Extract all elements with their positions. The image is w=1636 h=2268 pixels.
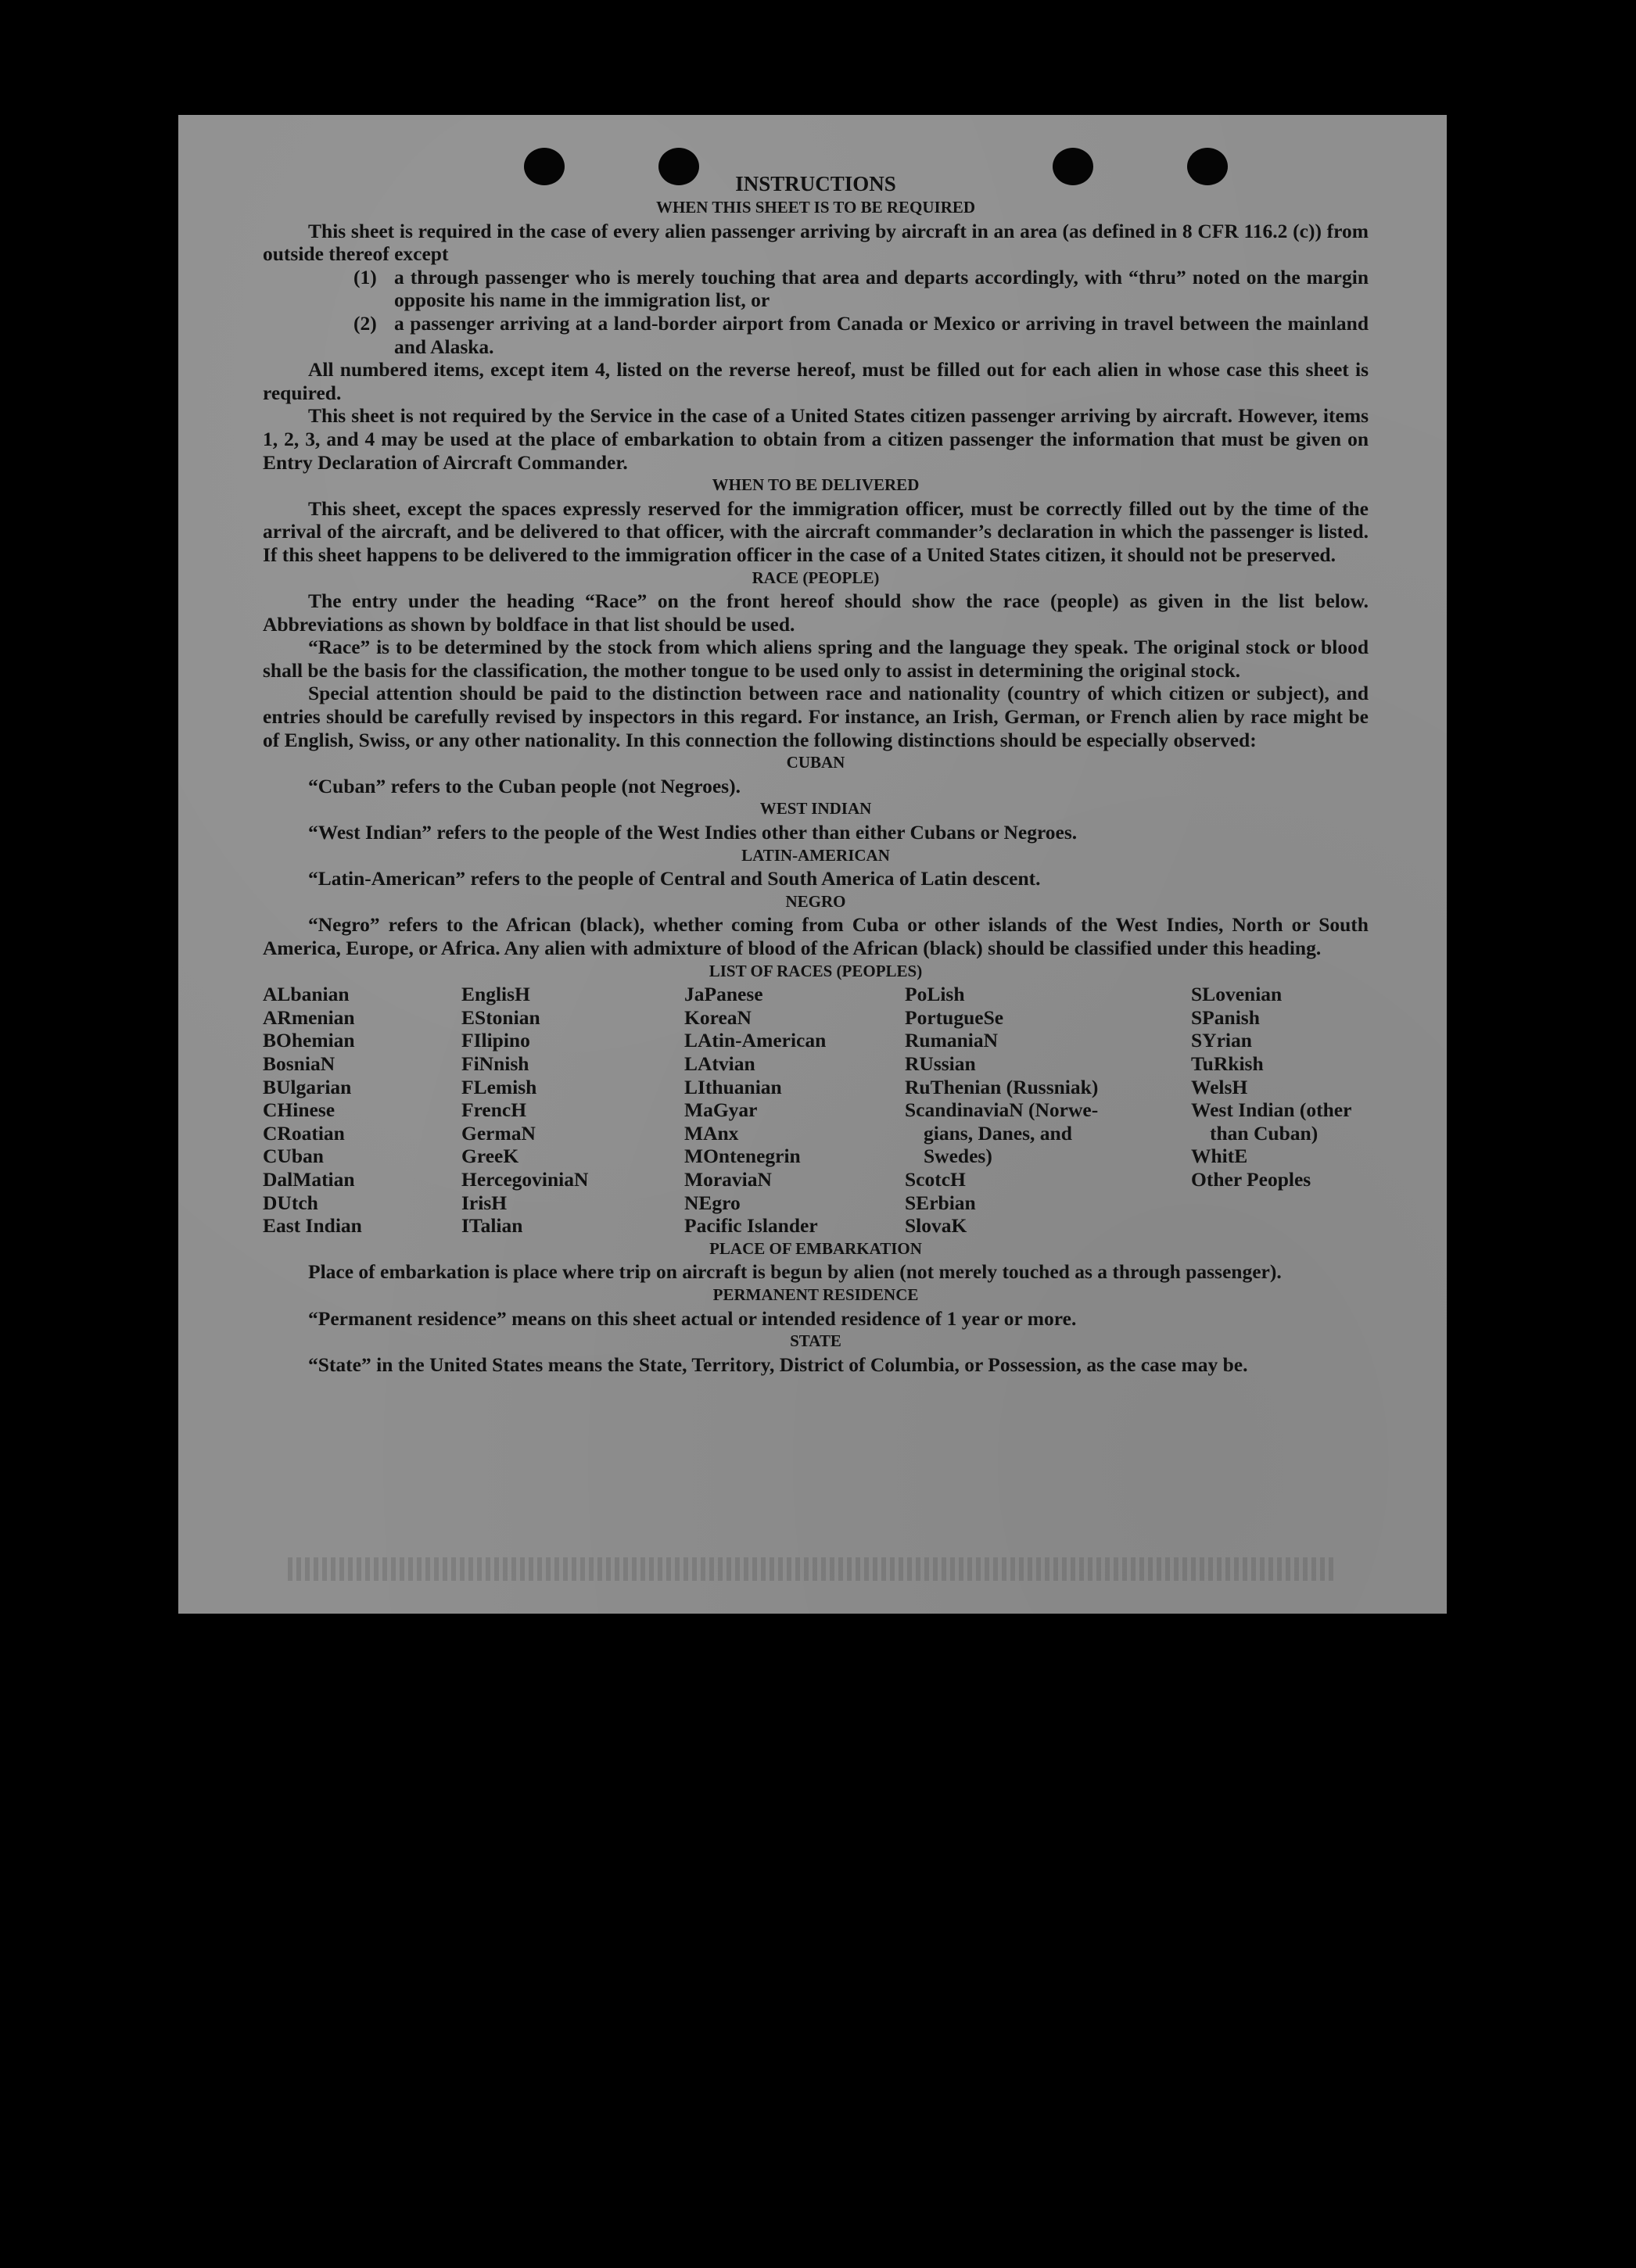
race-entry: SPanish: [1191, 1005, 1260, 1029]
race-entry: SLovenian: [1191, 983, 1283, 1006]
item-number: (2): [353, 311, 377, 335]
races-column-2: [461, 983, 684, 1238]
heading-latin-american: LATIN-AMERICAN: [741, 845, 890, 865]
race-entry: SErbian: [905, 1191, 976, 1214]
heading-cuban: CUBAN: [786, 753, 845, 772]
heading-permanent-residence: PERMANENT RESIDENCE: [712, 1284, 919, 1304]
race-entry: FrencH: [461, 1098, 527, 1122]
document-sheet: [178, 115, 1447, 1614]
race-entry: EStonian: [461, 1005, 540, 1029]
race-entry: LAtvian: [684, 1052, 755, 1075]
race-entry: HercegoviniaN: [461, 1167, 589, 1191]
race-entry: GreeK: [461, 1145, 519, 1168]
races-column-3: [684, 983, 905, 1238]
race-entry: ScandinaviaN (Norwe-: [905, 1098, 1099, 1122]
race-entry: FIlipino: [461, 1029, 530, 1052]
paragraph: This sheet is required in the case of every alien passenger arriving by aircraft in an area (as defined in 8 CFR 116.2 (c)) from outside thereof except: [263, 219, 1369, 266]
race-entry: EnglisH: [461, 983, 530, 1006]
race-entry-continued: Swedes): [924, 1145, 992, 1168]
race-entry: NEgro: [684, 1191, 741, 1214]
race-entry: Other Peoples: [1191, 1167, 1311, 1191]
paragraph: This sheet, except the spaces expressly reserved for the immigration officer, must be correctly filled out by the time of the arrival of the aircraft, and be delivered to that officer, with the aircraft commander’s declaration in which the passenger is listed. If this sheet happens to be delivered to the immigration officer in the case of a United States citizen, it should not be preserved.: [263, 496, 1369, 566]
heading-when-delivered: WHEN TO BE DELIVERED: [712, 475, 920, 495]
paragraph: “Race” is to be determined by the stock from which aliens spring and the language they speak. The original stock or blood shall be the basis for the classification, the mother tongue to be used only to assist in determining the original stock.: [263, 636, 1369, 682]
paragraph: This sheet is not required by the Service in the case of a United States citizen passenger arriving by aircraft. However, items 1, 2, 3, and 4 may be used at the place of embarkation to obtain from a citizen passenger the information that must be given on Entry Declaration of Aircraft Commander.: [263, 404, 1369, 474]
item-number: (1): [353, 265, 377, 288]
heading-state: STATE: [790, 1331, 841, 1351]
races-column-4: [905, 983, 1191, 1238]
race-entry: PoLish: [905, 983, 965, 1006]
race-entry-continued: than Cuban): [1210, 1121, 1318, 1145]
page-title: INSTRUCTIONS: [735, 172, 896, 195]
race-entry: LIthuanian: [684, 1075, 782, 1098]
race-entry: DUtch: [263, 1191, 318, 1214]
race-entry: ScotcH: [905, 1167, 966, 1191]
paragraph: Place of embarkation is place where trip on aircraft is begun by alien (not merely touched as a through passenger).: [308, 1260, 1282, 1284]
list-item: [263, 312, 1369, 358]
paragraph: The entry under the heading “Race” on the front hereof should show the race (people) as given in the list below. Abbreviations as shown by boldface in that list should be used.: [263, 589, 1369, 636]
race-entry: SlovaK: [905, 1214, 967, 1238]
race-entry: WelsH: [1191, 1075, 1248, 1098]
race-entry: BOhemian: [263, 1029, 355, 1052]
race-entry: RumaniaN: [905, 1029, 999, 1052]
race-entry: MaGyar: [684, 1098, 758, 1122]
heading-embarkation: PLACE OF EMBARKATION: [709, 1238, 922, 1258]
race-entry: KoreaN: [684, 1005, 752, 1029]
race-entry: DalMatian: [263, 1167, 355, 1191]
race-entry: PortugueSe: [905, 1005, 1004, 1029]
heading-list-of-races: LIST OF RACES (PEOPLES): [709, 961, 923, 980]
paragraph: “Latin-American” refers to the people of Central and South America of Latin descent.: [308, 867, 1041, 890]
heading-when-required: WHEN THIS SHEET IS TO BE REQUIRED: [655, 198, 976, 217]
race-entry: ALbanian: [263, 983, 350, 1006]
race-entry: ARmenian: [263, 1005, 355, 1029]
race-entry: SYrian: [1191, 1029, 1252, 1052]
race-entry: CUban: [263, 1145, 324, 1168]
race-entry: MoraviaN: [684, 1167, 772, 1191]
races-column-5: [1191, 983, 1369, 1238]
race-entry: CRoatian: [263, 1121, 345, 1145]
heading-negro: NEGRO: [785, 891, 846, 911]
race-entry: RuThenian (Russniak): [905, 1075, 1099, 1098]
paragraph: “Cuban” refers to the Cuban people (not Negroes).: [308, 774, 741, 797]
paragraph: “State” in the United States means the State, Territory, District of Columbia, or Possession, as the case may be.: [308, 1353, 1248, 1376]
race-entry-continued: gians, Danes, and: [924, 1121, 1072, 1145]
race-entry: TuRkish: [1191, 1052, 1264, 1075]
list-item: [263, 266, 1369, 312]
race-entry: MOntenegrin: [684, 1145, 801, 1168]
race-entry: MAnx: [684, 1121, 739, 1145]
paragraph: All numbered items, except item 4, listed on the reverse hereof, must be filled out for each alien in whose case this sheet is required.: [263, 358, 1369, 404]
paragraph: Special attention should be paid to the distinction between race and nationality (country of which citizen or subject), and entries should be carefully revised by inspectors in this regard. For instance, an Irish, German, or French alien by race might be of English, Swiss, or any other nationality. In this connection the following distinctions should be especially observed:: [263, 682, 1369, 751]
item-text: a through passenger who is merely touching that area and departs accordingly, with “thru” noted on the margin opposite his name in the immigration list, or: [394, 265, 1369, 312]
paragraph: “West Indian” refers to the people of the West Indies other than either Cubans or Negroes.: [308, 821, 1078, 844]
race-entry: ITalian: [461, 1214, 523, 1238]
race-entry: West Indian (other: [1191, 1098, 1352, 1122]
paragraph: “Permanent residence” means on this sheet actual or intended residence of 1 year or more.: [308, 1306, 1077, 1330]
instructions-body: [263, 171, 1369, 1376]
race-entry: WhitE: [1191, 1145, 1248, 1168]
heading-west-indian: WEST INDIAN: [759, 799, 872, 819]
race-entry: RUssian: [905, 1052, 976, 1075]
races-column-1: [263, 983, 461, 1238]
race-entry: BUlgarian: [263, 1075, 352, 1098]
race-entry: East Indian: [263, 1214, 362, 1238]
paragraph: “Negro” refers to the African (black), whether coming from Cuba or other islands of the West Indies, North or South America, Europe, or Africa. Any alien with admixture of blood of the African (black) should be classified under this heading.: [263, 913, 1369, 959]
faded-footer-print: [288, 1557, 1336, 1581]
race-entry: GermaN: [461, 1121, 536, 1145]
race-entry: FLemish: [461, 1075, 537, 1098]
item-text: a passenger arriving at a land-border airport from Canada or Mexico or arriving in travel between the mainland and Alaska.: [394, 311, 1369, 358]
race-entry: LAtin-American: [684, 1029, 827, 1052]
race-entry: CHinese: [263, 1098, 335, 1122]
race-entry: FiNnish: [461, 1052, 529, 1075]
race-entry: JaPanese: [684, 983, 763, 1006]
race-entry: BosniaN: [263, 1052, 335, 1075]
races-table: [263, 983, 1369, 1238]
race-entry: Pacific Islander: [684, 1214, 818, 1238]
race-entry: IrisH: [461, 1191, 508, 1214]
heading-race: RACE (PEOPLE): [752, 568, 880, 587]
